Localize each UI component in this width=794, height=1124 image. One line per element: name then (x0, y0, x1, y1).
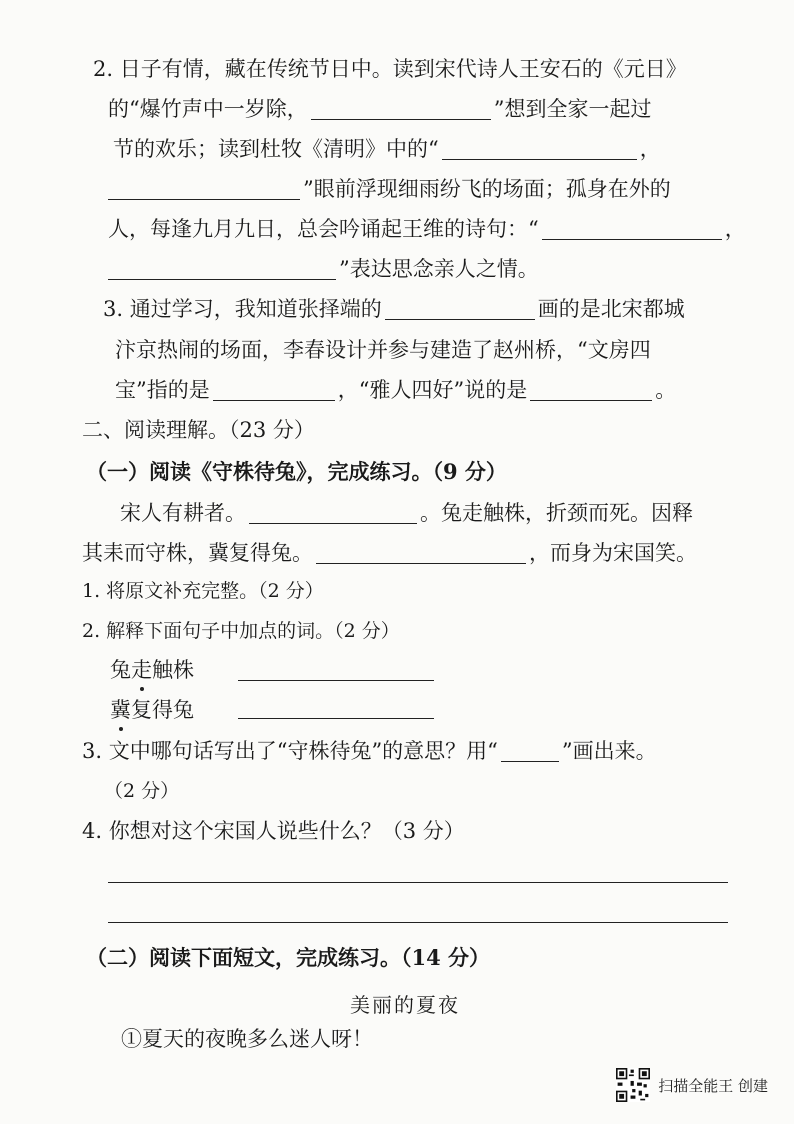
passage-line2 (82, 539, 697, 567)
answer-line[interactable] (238, 718, 434, 719)
answer-line[interactable] (108, 922, 728, 923)
q2-line2 (108, 95, 652, 123)
passage-text2: ，而身为宋国笑。 (529, 541, 697, 565)
q2-line5-text: 人，每逢九月九日，总会吟诵起王维的诗句：“ (108, 217, 539, 241)
q2-line4 (108, 175, 671, 203)
q3-line3 (115, 376, 676, 404)
q3-line3-text2: ，“雅人四好”说的是 (337, 378, 528, 402)
word-text: 触株 (152, 658, 194, 682)
q2-line3 (113, 135, 661, 163)
answer-blank[interactable] (249, 501, 417, 524)
q3-line3-text: 宝”指的是 (115, 378, 210, 402)
question-3 (82, 737, 657, 765)
qr-code-icon (616, 1068, 650, 1102)
answer-blank[interactable] (213, 378, 335, 401)
q3-line1-text2: 画的是北宋都城 (537, 297, 685, 321)
answer-line[interactable] (108, 882, 728, 883)
underline-sample (501, 739, 559, 762)
passage-line1 (120, 499, 693, 527)
answer-blank[interactable] (316, 541, 526, 564)
scanner-watermark (616, 1068, 768, 1102)
q2-line2-text2: ”想到全家一起过 (493, 97, 652, 121)
q3-line3-period: 。 (655, 378, 677, 402)
word-text: 复得兔 (131, 698, 194, 722)
part1-heading: （一）阅读《守株待兔》，完成练习。（9 分） (86, 459, 507, 484)
section2-heading: 二、阅读理解。（23 分） (82, 418, 315, 442)
q2-line2-text: 的“爆竹声中一岁除， (108, 97, 308, 121)
answer-blank[interactable] (542, 217, 722, 240)
q2-line6-text: ”表达思念亲人之情。 (339, 257, 539, 281)
dotted-word: 冀 (110, 698, 131, 722)
question-2: 2. 解释下面句子中加点的词。（2 分） (82, 620, 400, 642)
q3-line1-text: 3. 通过学习，我知道张择端的 (103, 297, 382, 321)
question-4: 4. 你想对这个宋国人说些什么？（3 分） (82, 819, 465, 843)
answer-blank[interactable] (442, 137, 637, 160)
story-title: 美丽的夏夜 (350, 993, 460, 1017)
word-text: 兔 (110, 658, 131, 682)
q2-line5 (108, 215, 746, 243)
answer-blank[interactable] (311, 97, 491, 120)
q3-line1 (103, 295, 685, 323)
watermark-text: 扫描全能王 创建 (658, 1076, 768, 1095)
q2-line6 (108, 255, 539, 283)
question-3-text: 3. 文中哪句话写出了“守株待兔”的意思？用“ (82, 739, 498, 763)
q2-line4-text: ”眼前浮现细雨纷飞的场面；孤身在外的 (303, 177, 671, 201)
q2-line3-comma: ， (639, 137, 661, 161)
q2-line3-text: 节的欢乐；读到杜牧《清明》中的“ (113, 137, 439, 161)
answer-blank[interactable] (108, 177, 300, 200)
question-3-text2: ”画出来。 (561, 739, 657, 763)
answer-blank[interactable] (108, 257, 336, 280)
answer-blank[interactable] (385, 297, 535, 320)
q3-line2: 汴京热闹的场面，李春设计并参与建造了赵州桥，“文房四 (115, 338, 651, 362)
answer-line[interactable] (238, 680, 434, 681)
passage-text2: 。兔走触株，折颈而死。因释 (420, 501, 693, 525)
part2-heading: （二）阅读下面短文，完成练习。（14 分） (86, 945, 491, 970)
passage-text: 宋人有耕者。 (120, 501, 246, 525)
question-1: 1. 将原文补充完整。（2 分） (82, 580, 324, 602)
question-3-score: （2 分） (104, 780, 180, 802)
story-paragraph-1: ①夏天的夜晚多么迷人呀！ (121, 1027, 373, 1051)
answer-blank[interactable] (530, 378, 652, 401)
q2-line1: 2. 日子有情，藏在传统节日中。读到宋代诗人王安石的《元日》 (93, 57, 687, 81)
word-item-2 (110, 696, 194, 724)
word-item-1 (110, 656, 194, 684)
q2-line5-comma: ， (724, 217, 746, 241)
passage-text: 其耒而守株，冀复得兔。 (82, 541, 313, 565)
dotted-word: 走 (131, 658, 152, 682)
